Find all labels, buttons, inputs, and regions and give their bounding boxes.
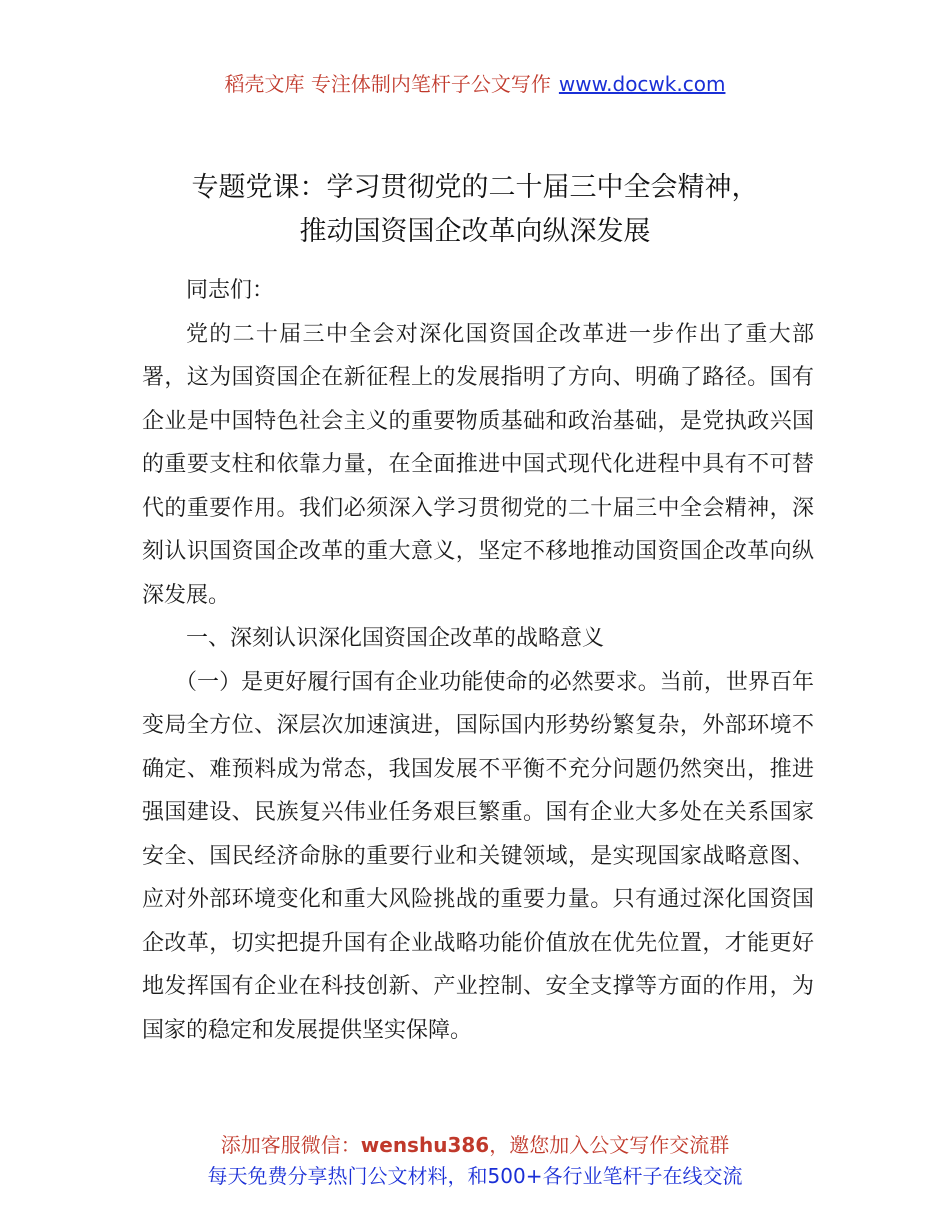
site-link[interactable]: www.docwk.com: [558, 72, 726, 96]
page-footer: [0, 1130, 950, 1192]
document-title: [60, 166, 890, 254]
section-heading-1: 一、深刻认识深化国资国企改革的战略意义: [186, 626, 605, 651]
page-header: [0, 68, 950, 97]
wechat-id: wenshu386: [360, 1133, 490, 1157]
paragraph-intro: 党的二十届三中全会对深化国资国企改革进一步作出了重大部署，这为国资国企在新征程上的发展指明了方向、明确了路径。国有企业是中国特色社会主义的重要物质基础和政治基础，是党执政兴国的重要支柱和依靠力量，在全面推进中国式现代化进程中具有不可替代的重要作用。我们必须深入学习贯彻党的二十届三中全会精神，深刻认识国资国企改革的重大意义，坚定不移地推动国资国企改革向纵深发展。: [142, 321, 814, 608]
footer-prefix: 添加客服微信：: [220, 1133, 361, 1157]
document-body: [142, 269, 814, 1052]
paragraph-section-1-1: （一）是更好履行国有企业功能使命的必然要求。当前，世界百年变局全方位、深层次加速演进，国际国内形势纷繁复杂，外部环境不确定、难预料成为常态，我国发展不平衡不充分问题仍然突出，推进强国建设、民族复兴伟业任务艰巨繁重。国有企业大多处在关系国家安全、国民经济命脉的重要行业和关键领域，是实现国家战略意图、应对外部环境变化和重大风险挑战的重要力量。只有通过深化国资国企改革，切实把提升国有企业战略功能价值放在优先位置，才能更好地发挥国有企业在科技创新、产业控制、安全支撑等方面的作用，为国家的稳定和发展提供坚实保障。: [142, 669, 814, 1043]
title-line-2: 推动国资国企改革向纵深发展: [299, 216, 651, 247]
title-line-1: 专题党课：学习贯彻党的二十届三中全会精神，: [191, 172, 759, 203]
brand-text: 稻壳文库 专注体制内笔杆子公文写作: [224, 72, 551, 96]
footer-promo-line: 每天免费分享热门公文材料，和500+各行业笔杆子在线交流: [207, 1164, 743, 1188]
footer-suffix: ，邀您加入公文写作交流群: [489, 1133, 730, 1157]
footer-contact-line: [0, 1130, 950, 1161]
salutation: 同志们：: [186, 278, 275, 303]
